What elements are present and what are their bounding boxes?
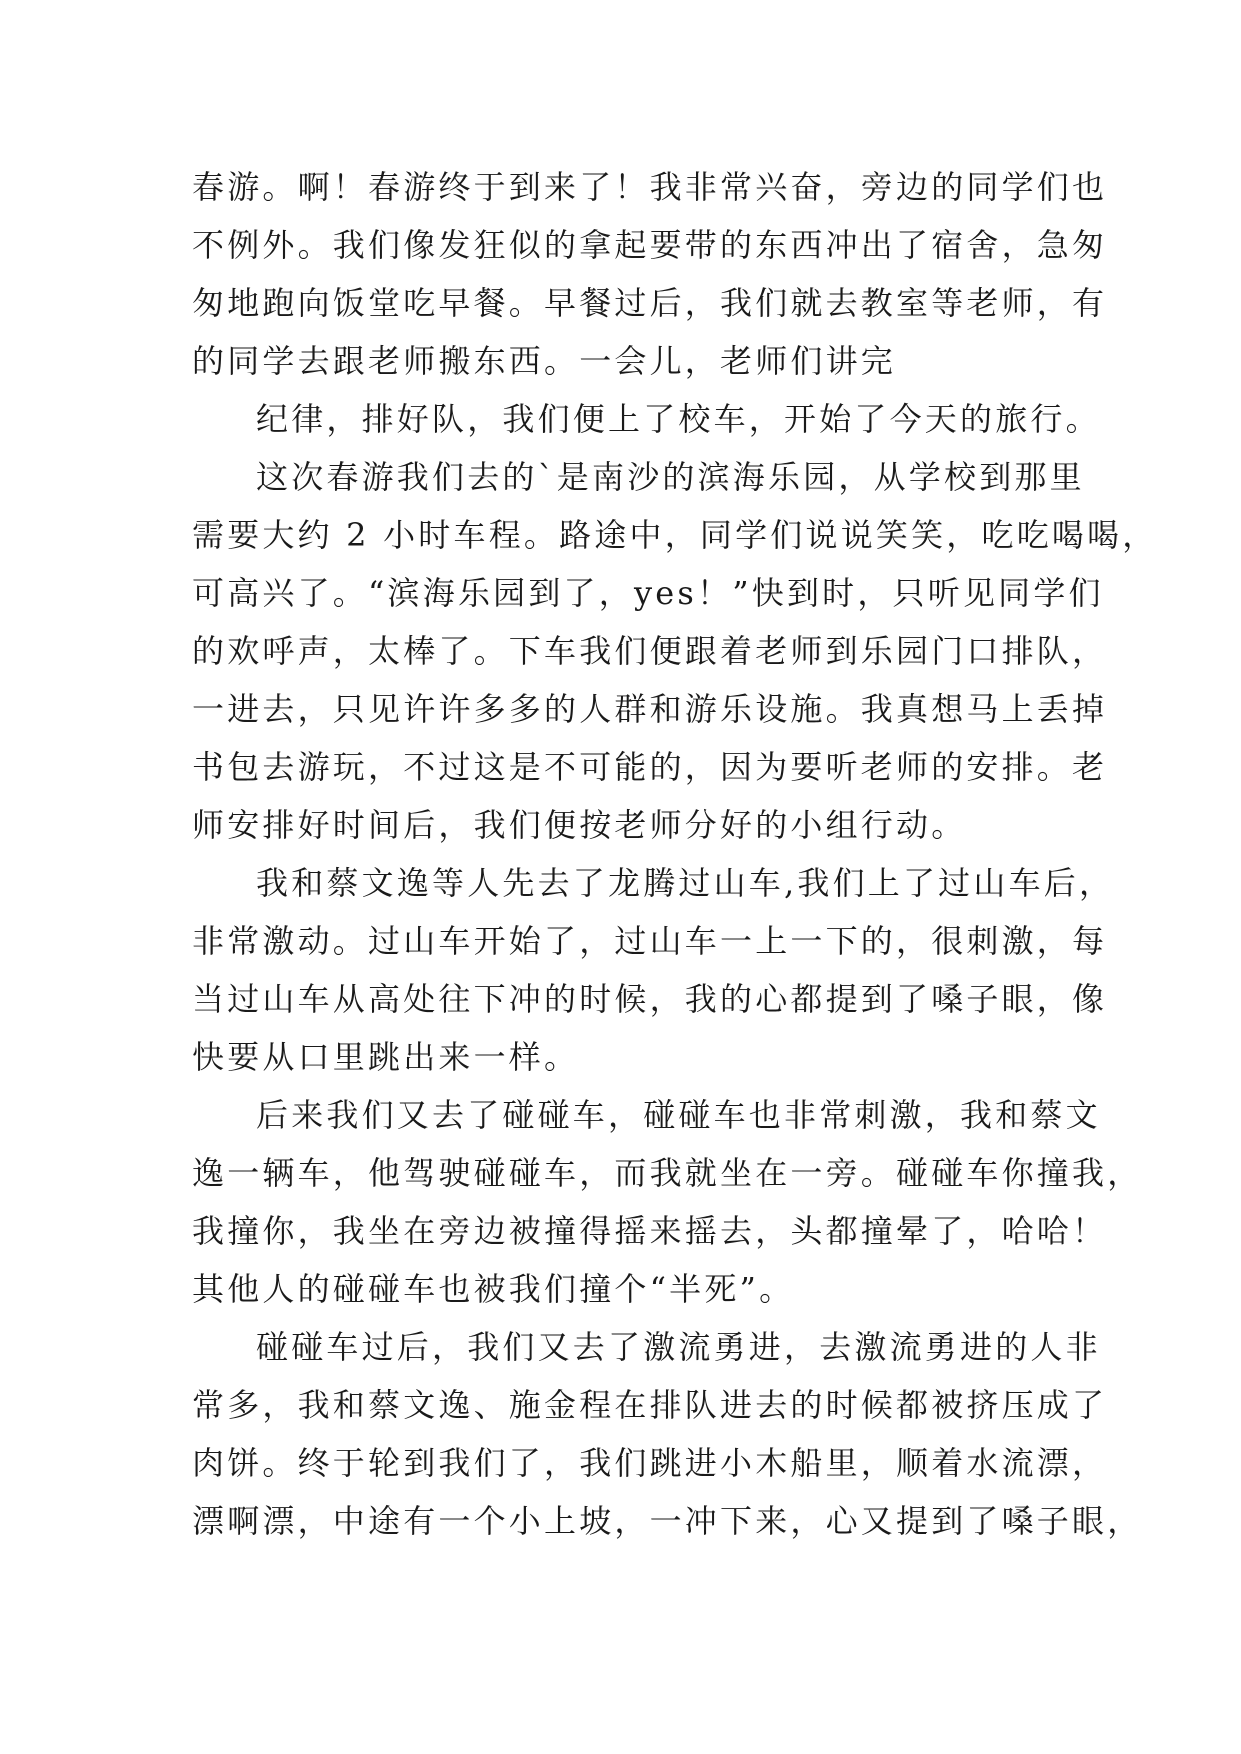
text-line: 我和蔡文逸等人先去了龙腾过山车,我们上了过山车后， [256,864,1115,902]
text-line: 不例外。我们像发狂似的拿起要带的东西冲出了宿舍，急匆 [192,226,1108,264]
text-line: 的欢呼声，太棒了。下车我们便跟着老师到乐园门口排队， [192,632,1108,670]
text-line: 非常激动。过山车开始了，过山车一上一下的，很刺激，每 [192,922,1108,960]
text-line: 肉饼。终于轮到我们了，我们跳进小木船里，顺着水流漂， [192,1444,1108,1482]
text-line: 这次春游我们去的`是南沙的滨海乐园，从学校到那里 [256,458,1085,496]
text-line: 漂啊漂，中途有一个小上坡，一冲下来，心又提到了嗓子眼， [192,1502,1143,1540]
text-line: 书包去游玩，不过这是不可能的，因为要听老师的安排。老 [192,748,1108,786]
text-line: 我撞你，我坐在旁边被撞得摇来摇去，头都撞晕了，哈哈！ [192,1212,1108,1250]
text-line: 后来我们又去了碰碰车，碰碰车也非常刺激，我和蔡文 [256,1096,1101,1134]
text-line: 逸一辆车，他驾驶碰碰车，而我就坐在一旁。碰碰车你撞我， [192,1154,1143,1192]
text-line: 一进去，只见许许多多的人群和游乐设施。我真想马上丢掉 [192,690,1108,728]
text-line: 快要从口里跳出来一样。 [192,1038,580,1076]
essay-body [192,158,1158,1550]
text-line: 碰碰车过后，我们又去了激流勇进，去激流勇进的人非 [256,1328,1101,1366]
text-line: 可高兴了。“滨海乐园到了，yes！”快到时，只听见同学们 [192,574,1104,612]
text-line: 常多，我和蔡文逸、施金程在排队进去的时候都被挤压成了 [192,1386,1108,1424]
text-line: 春游。啊！春游终于到来了！我非常兴奋，旁边的同学们也 [192,168,1108,206]
text-line: 当过山车从高处往下冲的时候，我的心都提到了嗓子眼，像 [192,980,1108,1018]
text-line: 其他人的碰碰车也被我们撞个“半死”。 [192,1270,795,1308]
text-line: 需要大约 2 小时车程。路途中，同学们说说笑笑，吃吃喝喝， [192,516,1158,554]
text-line: 纪律，排好队，我们便上了校车，开始了今天的旅行。 [256,400,1101,438]
text-line: 师安排好时间后，我们便按老师分好的小组行动。 [192,806,967,844]
text-line: 的同学去跟老师搬东西。一会儿，老师们讲完 [192,342,897,380]
text-line: 匆地跑向饭堂吃早餐。早餐过后，我们就去教室等老师，有 [192,284,1108,322]
